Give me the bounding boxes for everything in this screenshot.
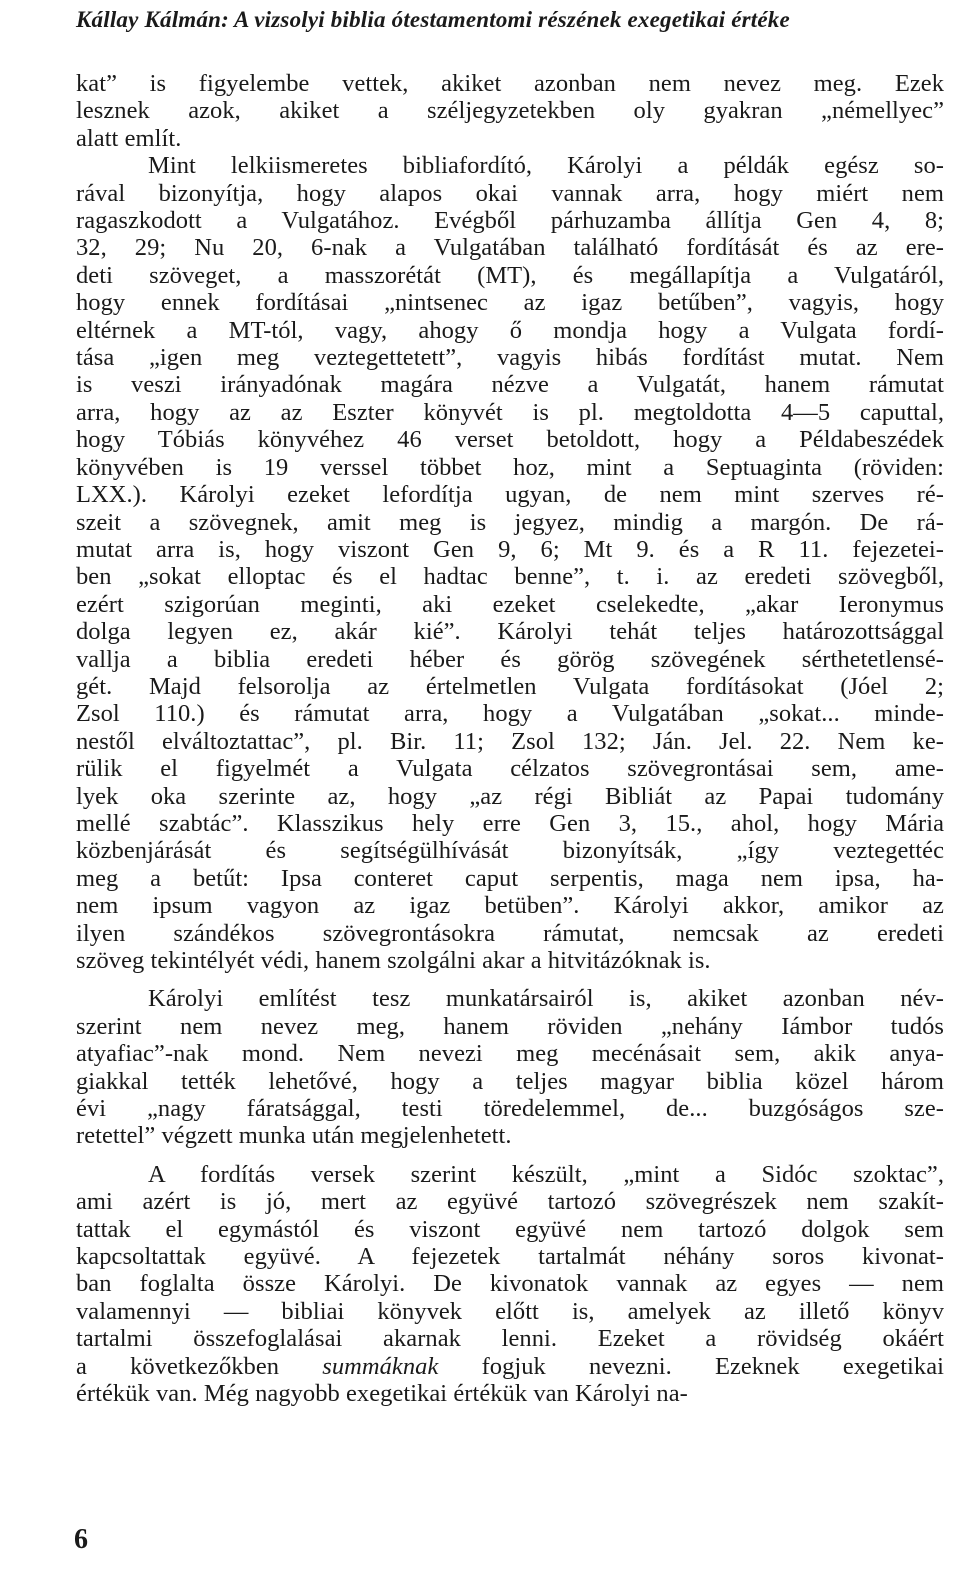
text-line: Károlyi említést tesz munkatársairól is, akiket azonban név- (148, 985, 944, 1013)
text-line: közbenjárását és segítségülhívását bizonyítsák, „így veztegettéc (76, 837, 944, 865)
text-line: Mint lelkiismeretes bibliafordító, Károlyi a példák egész so- (148, 152, 944, 180)
text-line: ezért szigorúan meginti, aki ezeket cselekedte, „akar Ieronymus (76, 590, 944, 618)
text-line: tattak el egymástól és viszont együvé nem tartozó dolgok sem (76, 1215, 944, 1243)
text-line: szöveg tekintélyét védi, hanem szolgálni akar a hitvitázóknak is. (76, 947, 711, 974)
text-line: mellé szabtác”. Klasszikus hely erre Gen 3, 15., ahol, hogy Mária (76, 809, 944, 837)
text-line: szerint nem nevez meg, hanem röviden „nehány Iámbor tudós (76, 1012, 944, 1040)
text-line: Zsol 110.) és rámutat arra, hogy a Vulgatában „sokat... minde- (76, 700, 944, 728)
text-line: hogy ennek fordításai „nintsenec az igaz betűben”, vagyis, hogy (76, 289, 944, 317)
text-line: ragaszkodott a Vulgatához. Evégből párhuzamba állítja Gen 4, 8; (76, 207, 944, 235)
text-line: ilyen szándékos szövegrontásokra rámutat, nemcsak az eredeti (76, 919, 944, 947)
text-line: ami azért is jó, mert az együvé tartozó szövegrészek nem szakít- (76, 1188, 944, 1216)
text-line: valamennyi — bibliai könyvek előtt is, amelyek az illető könyv (76, 1297, 944, 1325)
text-line: nem ipsum vagyon az igaz betüben”. Károlyi akkor, amikor az (76, 892, 944, 920)
text-line: rával bizonyítja, hogy alapos okai vannak arra, hogy miért nem (76, 179, 944, 207)
text-line: dolga legyen ez, akár kié”. Károlyi tehát teljes határozottsággal (76, 618, 944, 646)
paragraph-p4 (76, 1161, 944, 1408)
text-line: hogy Tóbiás könyvéhez 46 verset betoldott, hogy a Példabeszédek (76, 426, 944, 454)
paragraph-p1 (76, 70, 944, 152)
text-line: ban foglalta össze Károlyi. De kivonatok vannak az egyes — nem (76, 1270, 944, 1298)
italic-term: summáknak (322, 1352, 439, 1380)
text-line: értékük van. Még nagyobb exegetikai értékük van Károlyi na- (76, 1380, 688, 1408)
text-line: lesznek azok, akiket a széljegyzetekben oly gyakran „némellyec” (76, 97, 944, 125)
text-line: arra, hogy az az Eszter könyvét is pl. megtoldotta 4—5 caputtal, (76, 398, 944, 426)
text-line: kat” is figyelembe vettek, akiket azonban nem nevez meg. Ezek (76, 70, 944, 97)
text-line: A fordítás versek szerint készült, „mint a Sidóc szoktac”, (148, 1160, 944, 1188)
text-line: gét. Majd felsorolja az értelmetlen Vulgata fordításokat (Jóel 2; (76, 672, 944, 700)
text-line: könyvében is 19 verssel többet hoz, mint a Septuaginta (röviden: (76, 453, 944, 481)
text-line: LXX.). Károlyi ezeket lefordítja ugyan, de nem mint szerves ré- (76, 481, 944, 509)
text-line: kapcsoltattak együvé. A fejezetek tartalmát néhány soros kivonat- (76, 1243, 944, 1271)
text-line: tartalmi összefoglalásai akarnak lenni. Ezeket a rövidség okáért (76, 1325, 944, 1353)
text-line: alatt említ. (76, 124, 182, 152)
text-line: rülik el figyelmét a Vulgata célzatos szövegrontásai sem, ame- (76, 755, 944, 783)
text-line: nestől elváltoztattac”, pl. Bir. 11; Zsol 132; Ján. Jel. 22. Nem ke- (76, 727, 944, 755)
text-line: is veszi irányadónak magára nézve a Vulgatát, hanem rámutat (76, 371, 944, 399)
text-line: ben „sokat elloptac és el hadtac benne”, t. i. az eredeti szövegből, (76, 563, 944, 591)
text-line: tása „igen meg veztegettetett”, vagyis hibás fordítást mutat. Nem (76, 344, 944, 372)
paragraph-p2 (76, 152, 944, 974)
body-text (76, 70, 944, 1408)
text-line: eltérnek a MT-tól, vagy, ahogy ő mondja hogy a Vulgata fordí- (76, 316, 944, 344)
text-line: mutat arra is, hogy viszont Gen 9, 6; Mt 9. és a R 11. fejezetei- (76, 535, 944, 563)
text-line: atyafiac”-nak mond. Nem nevezi meg mecénásait sem, akik anya- (76, 1040, 944, 1068)
text-line: meg a betűt: Ipsa conteret caput serpentis, maga nem ipsa, ha- (76, 864, 944, 892)
text-line: szeit a szövegnek, amit meg is jegyez, mindig a margón. De rá- (76, 508, 944, 536)
text-line: évi „nagy fáratsággal, testi töredelemmel, de... buzgóságos sze- (76, 1095, 944, 1123)
paragraph-p3 (76, 985, 944, 1149)
text-line: a következőkben summáknak fogjuk nevezni. Ezeknek exegetikai (76, 1352, 944, 1380)
text-line: lyek oka szerinte az, hogy „az régi Bibliát az Papai tudomány (76, 782, 944, 810)
text-line: giakkal tették lehetővé, hogy a teljes magyar biblia közel három (76, 1067, 944, 1095)
text-line: 32, 29; Nu 20, 6-nak a Vulgatában található fordítását és az ere- (76, 234, 944, 262)
running-header: Kállay Kálmán: A vizsolyi biblia ótestamentomi részének exegetikai értéke (76, 7, 790, 32)
text-line: vallja a biblia eredeti héber és görög szövegének sérthetetlensé- (76, 645, 944, 673)
text-line: retettel” végzett munka után megjelenhetett. (76, 1122, 512, 1150)
text-line: deti szöveget, a masszorétát (MT), és megállapítja a Vulgatáról, (76, 261, 944, 289)
page-number: 6 (74, 1524, 88, 1555)
